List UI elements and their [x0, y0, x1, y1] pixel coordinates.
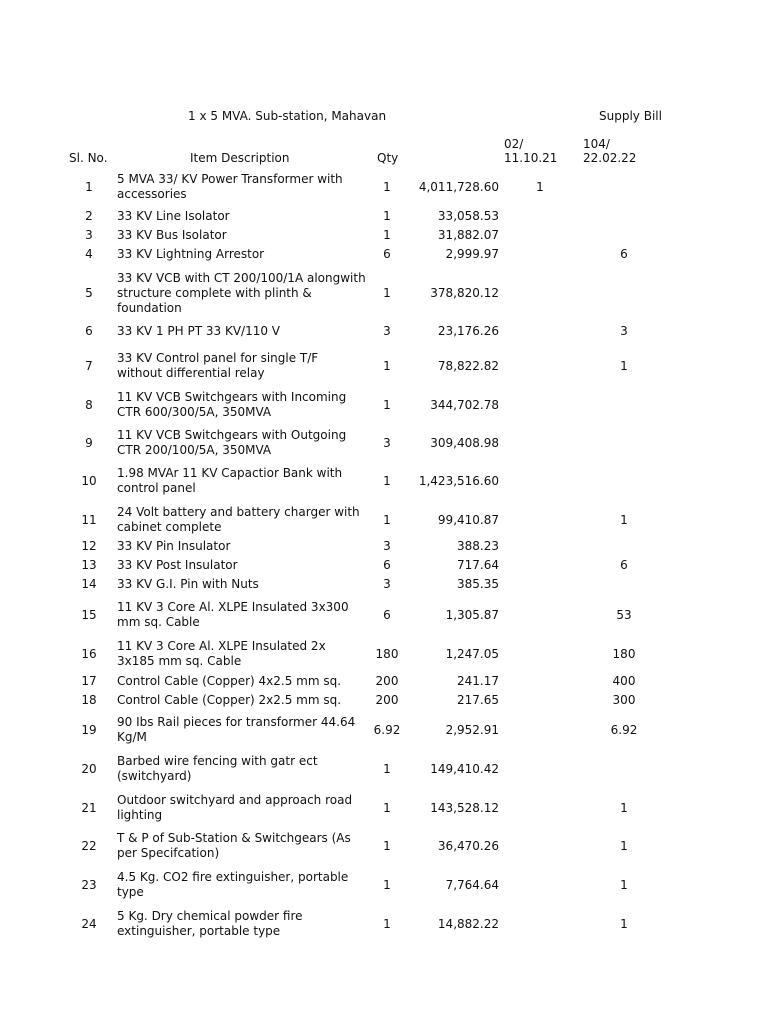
row-description: 33 KV Lightning Arrestor: [117, 246, 265, 261]
row-amount: 309,408.98: [430, 435, 499, 450]
row-qty: 3: [383, 323, 391, 338]
row-bill1-qty: [520, 387, 560, 423]
row-sl-no: 22: [81, 838, 97, 853]
row-amount: 143,528.12: [430, 800, 499, 815]
row-description: 1.98 MVAr 11 KV Capactior Bank with control panel: [117, 466, 343, 495]
col-header-qty: Qty: [377, 151, 399, 165]
row-bill1-qty: [520, 751, 560, 787]
row-description: Control Cable (Copper) 2x2.5 mm sq.: [117, 692, 342, 707]
row-amount: 99,410.87: [437, 512, 499, 527]
row-sl-no: 19: [81, 722, 97, 737]
row-bill2-qty: [600, 169, 648, 205]
row-bill2-qty: 300: [612, 692, 636, 707]
row-bill2-qty: 1: [620, 916, 628, 931]
row-description: 33 KV Post Insulator: [117, 557, 238, 572]
row-sl-no: 7: [85, 358, 93, 373]
row-qty: 1: [383, 877, 391, 892]
row-qty: 200: [375, 692, 399, 707]
row-bill1-qty: [520, 226, 560, 244]
row-description: 4.5 Kg. CO2 fire extinguisher, portable type: [117, 870, 349, 899]
row-qty: 1: [383, 227, 391, 242]
row-bill1-qty: [520, 575, 560, 593]
table-row: [0, 828, 768, 864]
row-amount: 241.17: [457, 673, 499, 688]
row-description: Outdoor switchyard and approach road lighting: [117, 793, 353, 822]
row-description: 33 KV Control panel for single T/F without differential relay: [117, 351, 319, 380]
row-bill2-qty: 6: [620, 557, 628, 572]
row-sl-no: 14: [81, 576, 97, 591]
row-amount: 717.64: [457, 557, 499, 572]
row-qty: 1: [383, 838, 391, 853]
row-sl-no: 2: [85, 208, 93, 223]
table-row: [0, 387, 768, 423]
row-bill2-qty: 1: [620, 512, 628, 527]
bill2-number: 104/: [583, 137, 610, 151]
row-sl-no: 20: [81, 761, 97, 776]
table-row: [0, 463, 768, 499]
row-bill1-qty: [520, 502, 560, 538]
table-row: [0, 597, 768, 633]
row-description: 11 KV 3 Core Al. XLPE Insulated 3x300 mm sq. Cable: [117, 600, 349, 629]
row-description: 33 KV G.I. Pin with Nuts: [117, 576, 259, 591]
row-qty: 1: [383, 473, 391, 488]
table-row: [0, 348, 768, 384]
row-qty: 1: [383, 179, 391, 194]
row-qty: 1: [383, 358, 391, 373]
row-bill2-qty: [600, 226, 648, 244]
row-amount: 1,305.87: [445, 607, 499, 622]
row-bill2-qty: [600, 537, 648, 555]
row-qty: 1: [383, 800, 391, 815]
row-qty: 1: [383, 916, 391, 931]
table-row: [0, 575, 768, 593]
row-bill1-qty: [520, 691, 560, 709]
table-row: [0, 867, 768, 903]
row-description: 11 KV VCB Switchgears with Incoming CTR 600/300/5A, 350MVA: [117, 390, 347, 419]
row-qty: 1: [383, 397, 391, 412]
row-qty: 3: [383, 576, 391, 591]
row-description: 5 MVA 33/ KV Power Transformer with accessories: [117, 172, 343, 201]
row-amount: 385.35: [457, 576, 499, 591]
row-bill2-qty: [600, 575, 648, 593]
row-qty: 6: [383, 557, 391, 572]
row-qty: 3: [383, 538, 391, 553]
row-bill2-qty: 6.92: [610, 722, 638, 737]
col-header-item-description: Item Description: [190, 151, 290, 165]
row-sl-no: 15: [81, 607, 97, 622]
row-bill1-qty: [520, 790, 560, 826]
row-qty: 3: [383, 435, 391, 450]
row-amount: 33,058.53: [437, 208, 499, 223]
row-description: Barbed wire fencing with gatr ect (switchyard): [117, 754, 318, 783]
row-amount: 7,764.64: [445, 877, 499, 892]
row-amount: 149,410.42: [430, 761, 499, 776]
row-amount: 378,820.12: [430, 286, 499, 300]
row-qty: 1: [383, 512, 391, 527]
row-bill1-qty: [520, 712, 560, 748]
row-sl-no: 4: [85, 246, 93, 261]
row-description: 33 KV 1 PH PT 33 KV/110 V: [117, 323, 281, 338]
row-bill1-qty: [520, 425, 560, 461]
row-description: 11 KV VCB Switchgears with Outgoing CTR 200/100/5A, 350MVA: [117, 428, 347, 457]
bill1-date: 11.10.21: [504, 151, 558, 165]
row-qty: 1: [383, 286, 391, 300]
row-amount: 78,822.82: [437, 358, 499, 373]
row-sl-no: 13: [81, 557, 97, 572]
row-sl-no: 11: [81, 512, 97, 527]
row-description: 5 Kg. Dry chemical powder fire extinguisher, portable type: [117, 909, 303, 938]
row-sl-no: 17: [81, 673, 97, 688]
row-amount: 1,423,516.60: [418, 473, 499, 488]
row-bill1-qty: [520, 672, 560, 690]
row-amount: 2,952.91: [445, 722, 499, 737]
table-row: [0, 691, 768, 709]
row-bill2-qty: [600, 425, 648, 461]
row-bill1-qty: [520, 556, 560, 574]
table-row: [0, 226, 768, 244]
row-bill1-qty: [520, 348, 560, 384]
table-row: [0, 245, 768, 263]
table-row: [0, 322, 768, 340]
row-description: 24 Volt battery and battery charger with cabinet complete: [117, 505, 360, 534]
row-qty: 6: [383, 246, 391, 261]
row-amount: 344,702.78: [430, 397, 499, 412]
row-bill1-qty: [520, 207, 560, 225]
table-row: [0, 169, 768, 205]
row-bill2-qty: 1: [620, 877, 628, 892]
row-qty: 1: [383, 761, 391, 776]
row-bill2-qty: 53: [616, 607, 632, 622]
row-bill2-qty: [600, 265, 648, 322]
row-sl-no: 16: [81, 646, 97, 661]
row-qty: 180: [375, 646, 399, 661]
bill1-number: 02/: [504, 137, 524, 151]
row-description: Control Cable (Copper) 4x2.5 mm sq.: [117, 673, 342, 688]
row-bill2-qty: [600, 463, 648, 499]
row-bill1-qty: [520, 463, 560, 499]
row-bill1-qty: [520, 265, 560, 322]
row-bill2-qty: 1: [620, 358, 628, 373]
row-amount: 36,470.26: [437, 838, 499, 853]
row-qty: 6.92: [373, 722, 401, 737]
row-bill1-qty: [520, 322, 560, 340]
row-amount: 217.65: [457, 692, 499, 707]
row-qty: 6: [383, 607, 391, 622]
row-description: 11 KV 3 Core Al. XLPE Insulated 2x 3x185 mm sq. Cable: [117, 639, 326, 668]
row-sl-no: 1: [85, 179, 93, 194]
row-amount: 388.23: [457, 538, 499, 553]
row-sl-no: 21: [81, 800, 97, 815]
row-bill2-qty: [600, 207, 648, 225]
table-row: [0, 425, 768, 461]
row-sl-no: 5: [85, 286, 93, 300]
row-bill1-qty: [520, 906, 560, 942]
row-qty: 200: [375, 673, 399, 688]
bill2-date: 22.02.22: [583, 151, 637, 165]
row-bill2-qty: [600, 751, 648, 787]
table-row: [0, 556, 768, 574]
row-bill1-qty: [520, 245, 560, 263]
row-sl-no: 10: [81, 473, 97, 488]
row-amount: 2,999.97: [445, 246, 499, 261]
row-bill1-qty: [520, 636, 560, 672]
table-row: [0, 207, 768, 225]
table-row: [0, 537, 768, 555]
table-row: [0, 672, 768, 690]
row-amount: 14,882.22: [437, 916, 499, 931]
row-bill1-qty: [520, 537, 560, 555]
table-row: [0, 502, 768, 538]
row-description: 33 KV Pin Insulator: [117, 538, 231, 553]
row-bill2-qty: 180: [612, 646, 636, 661]
row-amount: 1,247.05: [445, 646, 499, 661]
row-sl-no: 23: [81, 877, 97, 892]
row-sl-no: 3: [85, 227, 93, 242]
row-bill1-qty: [520, 597, 560, 633]
row-description: 33 KV VCB with CT 200/100/1A alongwith structure complete with plinth & foundation: [117, 271, 366, 315]
row-qty: 1: [383, 208, 391, 223]
row-sl-no: 12: [81, 538, 97, 553]
table-row: [0, 265, 768, 322]
row-amount: 23,176.26: [437, 323, 499, 338]
row-bill2-qty: 3: [620, 323, 628, 338]
supply-bill-label: Supply Bill: [599, 109, 662, 123]
row-sl-no: 6: [85, 323, 93, 338]
table-row: [0, 712, 768, 748]
col-header-sl-no: Sl. No.: [69, 151, 108, 165]
row-sl-no: 18: [81, 692, 97, 707]
row-bill1-qty: [520, 828, 560, 864]
table-row: [0, 636, 768, 672]
table-row: [0, 790, 768, 826]
row-amount: 4,011,728.60: [418, 179, 499, 194]
table-row: [0, 906, 768, 942]
row-description: T & P of Sub-Station & Switchgears (As per Specifcation): [117, 831, 351, 860]
row-bill2-qty: 1: [620, 838, 628, 853]
row-description: 33 KV Bus Isolator: [117, 227, 227, 242]
row-bill1-qty: [520, 867, 560, 903]
row-bill2-qty: 1: [620, 800, 628, 815]
row-sl-no: 9: [85, 435, 93, 450]
row-bill1-qty: 1: [536, 179, 544, 194]
row-sl-no: 8: [85, 397, 93, 412]
row-sl-no: 24: [81, 916, 97, 931]
row-description: 33 KV Line Isolator: [117, 208, 230, 223]
row-description: 90 Ibs Rail pieces for transformer 44.64 Kg/M: [117, 715, 356, 744]
table-row: [0, 751, 768, 787]
row-amount: 31,882.07: [437, 227, 499, 242]
page-title: 1 x 5 MVA. Sub-station, Mahavan: [188, 109, 387, 123]
row-bill2-qty: 400: [612, 673, 636, 688]
row-bill2-qty: 6: [620, 246, 628, 261]
row-bill2-qty: [600, 387, 648, 423]
